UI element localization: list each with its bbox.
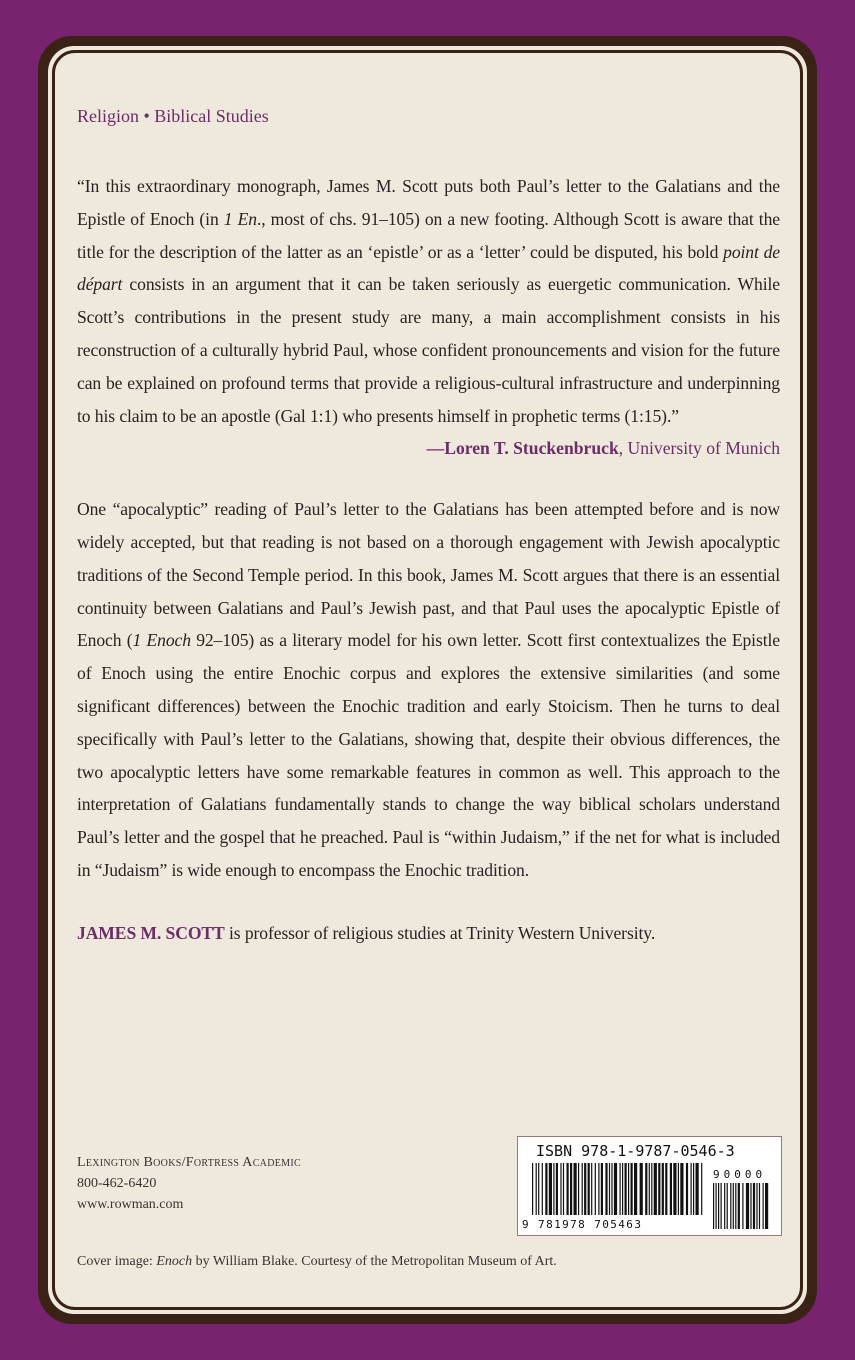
barcode-bar (680, 1163, 683, 1215)
barcode-bar (567, 1163, 569, 1215)
barcode-bar (738, 1183, 740, 1229)
text-segment: consists in an argument that it can be taken seriously as euergetic communication. While Scott’s contributions in the present study are many, a main accomplishment consists in his reconstruction of a culturally hybrid Paul, whose confident pronouncements and vision for the future can be explained on profound terms that provide a religious-cultural infrastructure and underpinning to his claim to be an apostle (Gal 1:1) who presents himself in prophetic terms (1:15).” (77, 274, 780, 426)
barcode-bar (724, 1183, 725, 1229)
barcode-bar (609, 1163, 610, 1215)
description-text (77, 493, 780, 887)
barcode-bar (651, 1163, 652, 1215)
barcode-bar (628, 1163, 629, 1215)
author-bio (77, 917, 780, 950)
barcode-bar (538, 1163, 539, 1215)
cover-credit (77, 1254, 557, 1270)
endorsement-attribution (77, 432, 780, 465)
barcode-bar (691, 1163, 692, 1215)
publisher-info (77, 1152, 301, 1215)
barcode-bar (670, 1163, 672, 1215)
author-name: JAMES M. SCOTT (77, 922, 225, 943)
barcode-bar (614, 1163, 617, 1215)
barcode-bar (665, 1163, 667, 1215)
endorser-name: —Loren T. Stuckenbruck (426, 438, 619, 459)
barcode-bar (640, 1163, 643, 1215)
barcode-bar (631, 1163, 633, 1215)
barcode-digits: 9 781978 705463 (522, 1218, 643, 1231)
barcode-bar (730, 1183, 731, 1229)
barcode-bar (625, 1163, 627, 1215)
barcode-bar (673, 1163, 676, 1215)
text-segment: 92–105) as a literary model for his own letter. Scott first contextualizes the Epistle of Enoch using the entire Enochic corpus and explores the extensive similarities (and some significant differences) between the Enochic tradition and early Stoicism. Then he turns to deal specifically with Paul’s letter to the Galatians, showing that, despite their obvious differences, the two apocalyptic letters have some remarkable features in common as well. This approach to the interpretation of Galatians fundamentally stands to change the way biblical scholars understand Paul’s letter and the gospel that he preached. Paul is “within Judaism,” if the net for what is included in “Judaism” is wide enough to encompass the Enochic tradition. (77, 630, 780, 880)
barcode-bar (654, 1163, 657, 1215)
barcode-bar (696, 1163, 699, 1215)
text-segment: 1 Enoch (132, 630, 191, 651)
credit-suffix: by William Blake. Courtesy of the Metropolitan Museum of Art. (192, 1254, 557, 1269)
barcode-bar (601, 1163, 603, 1215)
barcode-bar (733, 1183, 734, 1229)
isbn-text: ISBN 978-1-9787-0546-3 (536, 1142, 735, 1160)
text-segment: ., most of chs. 91–105) on a new footing. Although Scott is aware that the title for the description of the latter as an ‘epistle’ or as a ‘letter’ could be disputed, his bold (77, 208, 780, 262)
author-bio-text: is professor of religious studies at Trinity Western University. (224, 922, 656, 943)
publisher-website: www.rowman.com (77, 1197, 184, 1212)
barcode-bar (742, 1183, 743, 1229)
barcode-bar (765, 1183, 768, 1229)
text-segment: “In this extraordinary monograph, James M. Scott puts both Paul’s letter to the Galatians and the Epistle of Enoch (in (77, 176, 780, 229)
barcode-bar (735, 1183, 736, 1229)
barcode-bar (753, 1183, 755, 1229)
credit-title: Enoch (156, 1254, 193, 1269)
barcode-bar (578, 1163, 579, 1215)
text-segment: 1 En (223, 208, 257, 229)
barcode-bar (620, 1163, 621, 1215)
barcode-bar (727, 1183, 728, 1229)
publisher-phone: 800-462-6420 (77, 1176, 157, 1191)
description (77, 493, 780, 887)
barcode-bar (662, 1163, 664, 1215)
barcode-bar (721, 1183, 722, 1229)
barcode-bar (532, 1163, 533, 1215)
barcode-bar (560, 1163, 561, 1215)
barcode-bar (605, 1163, 607, 1215)
text-segment: point de départ (77, 241, 780, 295)
barcode-bar (611, 1163, 612, 1215)
barcode-bar (588, 1163, 590, 1215)
barcode-bar (574, 1163, 577, 1215)
barcode-bar (693, 1163, 694, 1215)
barcode-bar (549, 1163, 552, 1215)
barcode-bar (701, 1163, 702, 1215)
barcode-bar (658, 1163, 660, 1215)
barcode-bar (634, 1163, 637, 1215)
barcode-bar (746, 1183, 749, 1229)
barcode-bar (536, 1163, 537, 1215)
endorser-affiliation: , University of Munich (618, 438, 780, 459)
barcode-bar (595, 1163, 596, 1215)
barcode-bar (598, 1163, 599, 1215)
barcode-bar (756, 1183, 757, 1229)
barcode-bar (649, 1163, 650, 1215)
barcode-bar (556, 1163, 558, 1215)
barcode-bar (763, 1183, 764, 1229)
barcode-bar (570, 1163, 572, 1215)
isbn-barcode (517, 1136, 782, 1236)
barcode-bar (718, 1183, 719, 1229)
barcode-bar (542, 1163, 543, 1215)
endorsement (77, 170, 780, 465)
barcode-bar (716, 1183, 717, 1229)
price-addon-digits: 90000 (713, 1168, 767, 1181)
barcode-bar (584, 1163, 586, 1215)
barcode-bar (686, 1163, 688, 1215)
text-segment: One “apocalyptic” reading of Paul’s letter to the Galatians has been attempted before and is now widely accepted, but that reading is not based on a thorough engagement with Jewish apocalyptic traditions of the Second Temple period. In this book, James M. Scott argues that there is an essential continuity between Galatians and Paul’s Jewish past, and that Paul uses the apocalyptic Epistle of Enoch ( (77, 499, 780, 651)
barcode-bar (622, 1163, 623, 1215)
barcode-bar (645, 1163, 647, 1215)
barcode-bar (713, 1183, 714, 1229)
publisher-name: Lexington Books/Fortress Academic (77, 1155, 301, 1170)
credit-prefix: Cover image: (77, 1254, 157, 1269)
barcode-bar (678, 1163, 679, 1215)
barcode-bar (582, 1163, 583, 1215)
main-text (77, 170, 780, 950)
barcode-bar (563, 1163, 564, 1215)
category-label: Religion • Biblical Studies (77, 106, 269, 126)
barcode-bar (553, 1163, 554, 1215)
barcode-bar (545, 1163, 547, 1215)
endorsement-text (77, 170, 780, 432)
barcode-bar (759, 1183, 760, 1229)
barcode-bar (750, 1183, 751, 1229)
barcode-bar (591, 1163, 592, 1215)
